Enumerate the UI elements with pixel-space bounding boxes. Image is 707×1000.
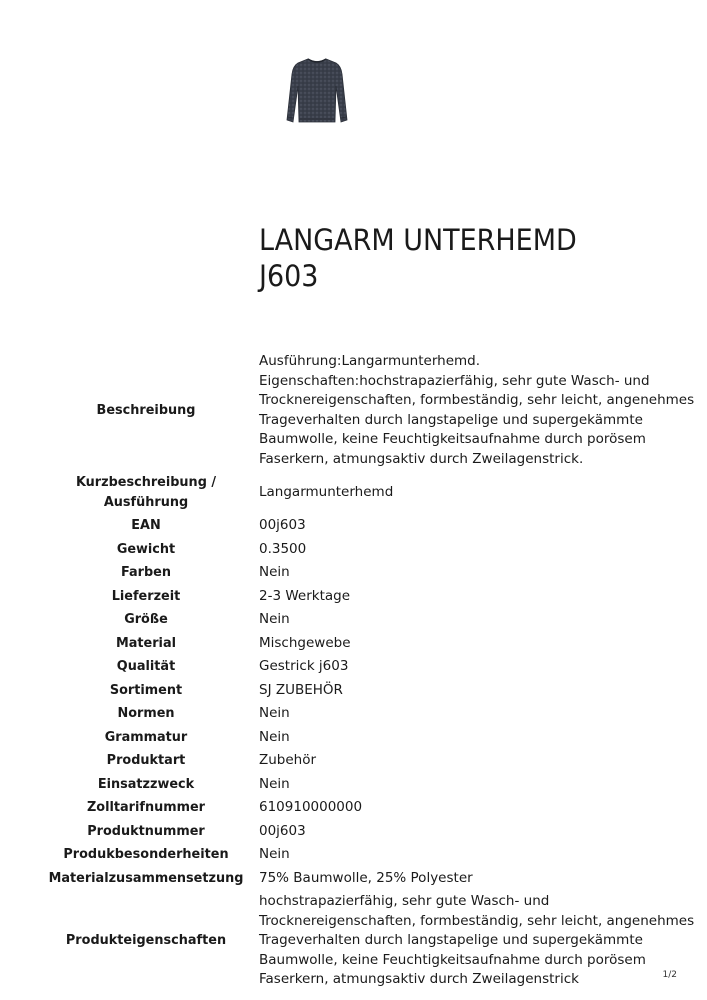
spec-row — [40, 726, 680, 750]
spec-label: Lieferzeit — [111, 587, 181, 604]
spec-value-line: Nein — [259, 611, 290, 627]
spec-value — [252, 514, 680, 538]
spec-label: Material — [115, 634, 177, 651]
spec-value — [252, 702, 680, 726]
spec-label: Materialzusammensetzung — [48, 869, 244, 886]
spec-row — [40, 749, 680, 773]
spec-value-line: Trageverhalten durch langstapelige und supergekämmte — [259, 411, 643, 428]
spec-value — [252, 679, 680, 703]
spec-label: Qualität — [116, 658, 176, 674]
spec-row — [40, 796, 680, 820]
spec-value-line: Faserkern, atmungsaktiv durch Zweilagenstrick. — [259, 450, 584, 467]
spec-value-line: 2-3 Werktage — [259, 587, 351, 604]
spec-value-line: hochstrapazierfähig, sehr gute Wasch- und — [259, 893, 550, 909]
spec-label: Gewicht — [116, 540, 176, 557]
spec-row — [40, 843, 680, 867]
spec-value-line: 75% Baumwolle, 25% Polyester — [259, 869, 473, 886]
spec-value — [252, 843, 680, 867]
sweater-icon — [284, 56, 350, 126]
spec-value — [252, 890, 695, 992]
spec-row — [40, 867, 680, 891]
spec-row — [40, 890, 680, 992]
spec-value-line: Ausführung:Langarmunterhemd. — [259, 353, 481, 369]
spec-value — [252, 773, 680, 797]
spec-label: EAN — [131, 517, 161, 533]
spec-value-line: 00j603 — [259, 517, 306, 533]
spec-value-line: Mischgewebe — [259, 634, 351, 651]
spec-value-line: Nein — [259, 846, 290, 862]
spec-value-line: Nein — [259, 564, 290, 580]
product-image — [284, 56, 350, 126]
product-title — [259, 222, 659, 294]
spec-value — [252, 749, 680, 773]
spec-row — [40, 632, 680, 656]
page-number: 1/2 — [662, 970, 677, 980]
spec-value — [252, 538, 680, 562]
spec-row — [40, 608, 680, 632]
spec-value-line: Baumwolle, keine Feuchtigkeitsaufnahme durch porösem — [259, 951, 646, 968]
spec-value-line: Trocknereigenschaften, formbeständig, sehr leicht, angenehmes — [259, 912, 695, 929]
spec-value-line: Langarmunterhemd — [259, 483, 394, 500]
spec-label: Produkbesonderheiten — [63, 846, 229, 862]
spec-row — [40, 773, 680, 797]
spec-table-body — [40, 350, 695, 992]
spec-value-line: Gestrick j603 — [259, 658, 349, 674]
spec-label: Produktnummer — [87, 822, 205, 839]
spec-label: Produktart — [106, 752, 186, 768]
spec-label: Normen — [117, 705, 175, 721]
spec-label: Produkteigenschaften — [65, 932, 227, 948]
spec-label: Farben — [120, 564, 171, 580]
product-title-line2: J603 — [259, 259, 319, 293]
spec-row — [40, 538, 680, 562]
spec-value — [252, 350, 695, 471]
spec-value-line: Eigenschaften:hochstrapazierfähig, sehr gute Wasch- und — [259, 372, 650, 389]
spec-label: Kurzbeschreibung / Ausführung — [75, 474, 217, 510]
spec-value — [252, 585, 680, 609]
spec-value — [252, 726, 680, 750]
spec-value-line: 0.3500 — [259, 540, 307, 557]
spec-value-line: Nein — [259, 705, 290, 721]
spec-value — [252, 632, 680, 656]
spec-value-line: Nein — [259, 775, 290, 792]
spec-value — [252, 561, 680, 585]
spec-value-line: SJ ZUBEHÖR — [259, 681, 343, 698]
spec-value — [252, 608, 680, 632]
spec-row — [40, 702, 680, 726]
spec-row — [40, 471, 680, 514]
product-title-line1: LANGARM UNTERHEMD — [259, 223, 577, 257]
spec-value-line: Faserkern, atmungsaktiv durch Zweilagenstrick — [259, 971, 579, 987]
spec-value-line: 00j603 — [259, 822, 306, 839]
spec-label: Beschreibung — [96, 401, 196, 418]
spec-row — [40, 514, 680, 538]
spec-row — [40, 561, 680, 585]
spec-label: Zolltarifnummer — [86, 799, 206, 815]
spec-value — [252, 471, 680, 514]
spec-row — [40, 350, 680, 471]
spec-value-line: Baumwolle, keine Feuchtigkeitsaufnahme durch porösem — [259, 431, 646, 447]
spec-row — [40, 585, 680, 609]
spec-value — [252, 820, 680, 844]
spec-value — [252, 796, 680, 820]
spec-table — [40, 350, 695, 992]
spec-row — [40, 820, 680, 844]
spec-label: Größe — [124, 611, 168, 627]
spec-label: Einsatzzweck — [97, 775, 195, 792]
spec-value-line: Trageverhalten durch langstapelige und supergekämmte — [259, 932, 643, 948]
spec-value-line: Trocknereigenschaften, formbeständig, sehr leicht, angenehmes — [259, 392, 695, 408]
spec-value-line: Nein — [259, 728, 290, 745]
spec-value-line: 610910000000 — [259, 799, 363, 815]
spec-value — [252, 655, 680, 679]
spec-value-line: Zubehör — [259, 752, 317, 768]
spec-row — [40, 655, 680, 679]
spec-row — [40, 679, 680, 703]
spec-label: Sortiment — [109, 681, 183, 698]
spec-value — [252, 867, 680, 891]
spec-label: Grammatur — [104, 728, 188, 745]
